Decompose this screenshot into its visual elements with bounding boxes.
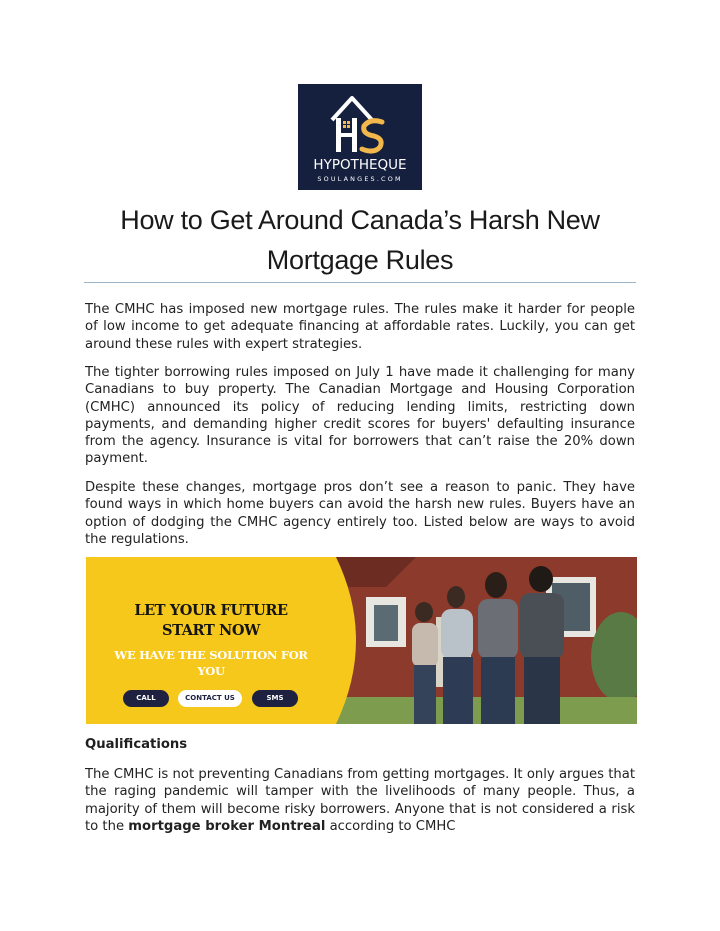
- logo-brand-text: HYPOTHEQUE: [313, 157, 407, 173]
- title-divider: [84, 282, 636, 283]
- qualifications-text-start: The CMHC is not preventing Canadians from getting mortgages. It only argues that the raging pandemic will tamper with the livelihoods of many people. Thus, a majority of them will become risky borrowers. Anyone that is not considered a risk to the: [85, 767, 635, 834]
- sms-button[interactable]: SMS: [252, 690, 298, 707]
- article-title: How to Get Around Canada’s Harsh New Mortgage Rules: [120, 205, 600, 275]
- qualifications-paragraph: [85, 766, 635, 835]
- company-logo: [298, 84, 422, 190]
- qualifications-heading: Qualifications: [85, 737, 188, 752]
- intro-paragraph: The CMHC has imposed new mortgage rules. The rules make it harder for people of low income to get adequate financing at affordable rates. Luckily, you can get around these rules with expert strategies.: [85, 302, 635, 352]
- mortgage-pros-paragraph: Despite these changes, mortgage pros don’t see a reason to panic. They have found ways in which home buyers can avoid the harsh new rules. Buyers have an option of dodging the CMHC agency entirely too. Listed below are ways to avoid the regulations.: [85, 480, 635, 547]
- logo-graphic: [298, 84, 422, 190]
- promo-banner: [86, 557, 637, 724]
- logo-domain-text: SOULANGES.COM: [317, 175, 403, 183]
- contact-us-button[interactable]: CONTACT US: [178, 690, 242, 707]
- banner-headline: LET YOUR FUTURE START NOW: [134, 602, 288, 639]
- qualifications-text-end: according to CMHC: [325, 818, 456, 834]
- borrowing-rules-paragraph: The tighter borrowing rules imposed on July 1 have made it challenging for many Canadians to buy property. The Canadian Mortgage and Housing Corporation (CMHC) announced its policy of reducing lending limits, restricting down payments, and demanding higher credit scores for buyers' defaulting insurance from the agency. Insurance is vital for borrowers that can’t raise the 20% down payment.: [85, 365, 635, 467]
- mortgage-broker-phrase: mortgage broker Montreal: [128, 818, 326, 834]
- call-button[interactable]: CALL: [123, 690, 169, 707]
- banner-subheadline: WE HAVE THE SOLUTION FOR YOU: [114, 648, 308, 678]
